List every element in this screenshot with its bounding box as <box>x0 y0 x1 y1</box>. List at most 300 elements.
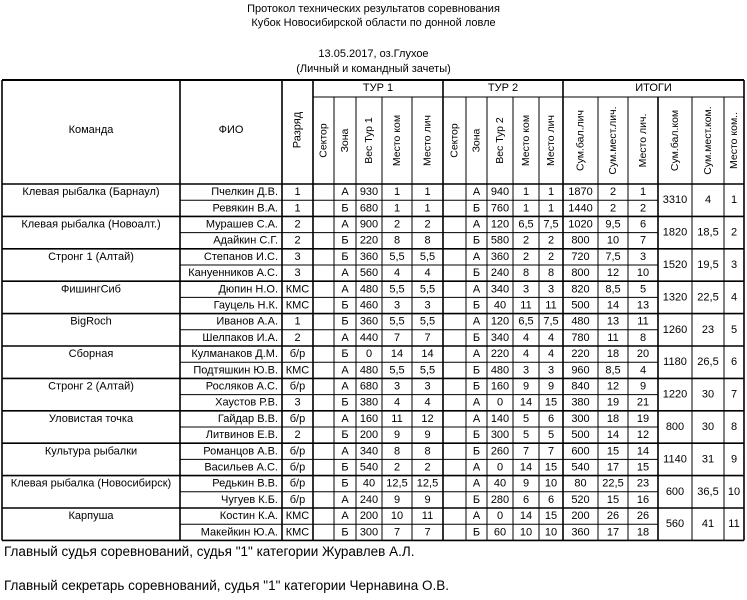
member-sw: 820 <box>571 283 590 296</box>
member-pk2: 1 <box>522 186 530 199</box>
member-pk2: 6,5 <box>518 315 534 328</box>
member-z1: Б <box>341 315 349 328</box>
member-w1: 220 <box>359 234 379 247</box>
member-w2: 260 <box>490 445 510 458</box>
member-z2: А <box>472 412 481 425</box>
team-name: Карпуша <box>68 510 114 523</box>
member-pl2: 10 <box>544 477 558 490</box>
team-sum-weight: 1520 <box>662 259 688 271</box>
member-p: 26 <box>636 510 650 523</box>
member-pl1: 3 <box>424 299 431 312</box>
member-sw: 780 <box>571 331 590 344</box>
member-w2: 40 <box>493 299 507 312</box>
team-place: 1 <box>730 194 738 207</box>
doc-date: 13.05.2017, оз.Глухое <box>318 48 429 60</box>
member-sp: 12 <box>606 267 620 280</box>
member-sw: 500 <box>571 299 590 312</box>
member-name: Костин К.А. <box>219 510 278 523</box>
team-name: Клевая рыбалка (Новосибирск) <box>10 477 172 490</box>
team-name: Сборная <box>68 348 114 361</box>
member-z2: Б <box>472 364 481 377</box>
member-z1: Б <box>341 526 349 539</box>
member-pl1: 12,5 <box>416 477 439 490</box>
member-sw: 220 <box>571 348 590 361</box>
member-rank: КМС <box>285 510 310 523</box>
member-name: Адайкин С.Г. <box>213 234 278 247</box>
member-pk2: 6 <box>522 493 530 506</box>
member-z1: А <box>341 218 349 231</box>
member-w1: 360 <box>359 250 379 263</box>
member-w1: 560 <box>359 267 379 280</box>
doc-subtitle: Кубок Новосибирской области по донной ловле <box>251 17 496 29</box>
member-pk1: 4 <box>393 267 401 280</box>
member-p: 20 <box>636 348 650 361</box>
member-z1: А <box>341 510 349 523</box>
member-w2: 580 <box>490 234 510 247</box>
team-name: Клевая рыбалка (Новоалт.) <box>21 218 161 231</box>
member-pk2: 6,5 <box>518 218 534 231</box>
team-place: 3 <box>730 259 738 271</box>
member-pl1: 2 <box>424 461 431 474</box>
member-z1: А <box>341 331 349 344</box>
member-sp: 2 <box>609 202 617 215</box>
member-sp: 15 <box>606 493 620 506</box>
member-w1: 680 <box>359 380 379 393</box>
member-pk1: 7 <box>393 331 401 344</box>
member-pl1: 2 <box>424 218 431 231</box>
member-z1: А <box>341 364 349 377</box>
member-name: Гауцель Н.К. <box>213 299 278 312</box>
team-sum-place: 18,5 <box>697 226 719 239</box>
member-z1: Б <box>341 234 349 247</box>
member-pk2: 5 <box>522 429 530 442</box>
member-pl2: 7 <box>547 445 555 458</box>
member-w2: 0 <box>496 396 504 409</box>
member-w1: 160 <box>359 412 379 425</box>
chief-secretary-line: Главный секретарь соревнований, судья "1" категории Чернавина О.В. <box>4 578 449 593</box>
member-w1: 0 <box>365 348 373 361</box>
member-z1: А <box>341 412 349 425</box>
member-z1: Б <box>341 299 349 312</box>
member-z2: Б <box>472 299 481 312</box>
member-z2: А <box>472 250 481 263</box>
team-sum-place: 19,5 <box>697 259 719 271</box>
member-pl2: 4 <box>547 331 555 344</box>
team-name: Стронг 2 (Алтай) <box>48 380 134 393</box>
member-pk2: 3 <box>522 364 530 377</box>
member-pk2: 10 <box>519 526 533 539</box>
team-sum-place: 30 <box>701 388 715 401</box>
member-pl1: 8 <box>424 234 431 247</box>
member-rank: 2 <box>294 429 301 442</box>
member-pl1: 7 <box>424 331 431 344</box>
member-w1: 440 <box>359 331 379 344</box>
team-place: 10 <box>727 485 741 498</box>
member-p: 23 <box>636 477 650 490</box>
t2-place-team-header: Место ком <box>520 114 532 167</box>
member-pl1: 9 <box>424 429 431 442</box>
member-z1: Б <box>341 202 349 215</box>
member-w1: 200 <box>359 429 379 442</box>
member-sp: 13 <box>606 315 620 328</box>
member-p: 1 <box>639 186 647 199</box>
member-pk1: 2 <box>393 218 401 231</box>
member-rank: 2 <box>294 331 301 344</box>
member-name: Хаустов Р.В. <box>215 396 278 409</box>
member-w2: 40 <box>493 477 507 490</box>
member-z1: Б <box>341 461 349 474</box>
member-sp: 22,5 <box>602 477 624 490</box>
col-rank-header: Разряд <box>291 111 304 149</box>
member-w1: 360 <box>359 315 379 328</box>
team-sum-weight: 1320 <box>662 291 688 304</box>
member-rank: 2 <box>294 218 301 231</box>
member-pk1: 7 <box>393 526 401 539</box>
member-sp: 18 <box>606 348 620 361</box>
member-name: Васильев А.С. <box>204 461 278 474</box>
member-rank: КМС <box>285 364 310 377</box>
member-w2: 160 <box>490 380 510 393</box>
t2-place-pers-header: Место лич <box>545 115 557 166</box>
team-sum-weight: 1220 <box>662 388 688 401</box>
member-pl2: 5 <box>547 429 555 442</box>
member-sp: 15 <box>606 445 620 458</box>
member-rank: б/р <box>289 348 306 361</box>
member-z2: Б <box>472 445 481 458</box>
member-z2: Б <box>472 234 481 247</box>
member-name: Кулманаков Д.М. <box>191 348 278 361</box>
t1-place-team-header: Место ком <box>391 114 403 167</box>
member-sw: 600 <box>571 445 590 458</box>
pers-place-header: Место лич. <box>637 113 649 168</box>
team-name: Уловистая точка <box>48 412 134 425</box>
member-p: 10 <box>636 267 650 280</box>
member-pk2: 7 <box>522 445 530 458</box>
team-name: Стронг 1 (Алтай) <box>48 250 134 263</box>
member-sw: 720 <box>571 250 590 263</box>
member-sp: 18 <box>606 412 620 425</box>
member-sw: 1020 <box>568 218 593 231</box>
member-z2: Б <box>472 429 481 442</box>
member-pl1: 14 <box>421 348 434 361</box>
member-pk2: 8 <box>522 267 530 280</box>
member-z1: А <box>341 267 349 280</box>
member-sw: 300 <box>571 412 590 425</box>
member-pl1: 1 <box>424 186 431 199</box>
member-p: 12 <box>636 429 650 442</box>
member-sp: 14 <box>606 299 620 312</box>
member-p: 3 <box>639 250 647 263</box>
member-pk1: 5,5 <box>389 283 405 296</box>
member-sp: 14 <box>606 429 620 442</box>
member-rank: 1 <box>294 186 301 199</box>
member-sp: 8,5 <box>605 283 621 296</box>
team-sum-place-header: Сум.мест.ком. <box>702 106 714 175</box>
team-place-header: Место ком.. <box>728 111 740 170</box>
member-p: 16 <box>636 493 650 506</box>
member-rank: 3 <box>294 250 301 263</box>
doc-title: Протокол технических результатов соревнования <box>247 3 500 15</box>
member-w2: 0 <box>496 510 504 523</box>
member-pl2: 8 <box>547 267 555 280</box>
member-pk1: 12,5 <box>386 477 408 490</box>
member-rank: 3 <box>294 267 301 280</box>
member-pl2: 6 <box>547 412 555 425</box>
member-pk1: 3 <box>393 380 401 393</box>
totals-header: ИТОГИ <box>635 82 672 94</box>
member-w2: 220 <box>490 348 510 361</box>
member-pk1: 5,5 <box>389 315 405 328</box>
member-pk2: 11 <box>520 299 532 312</box>
member-z2: А <box>472 315 481 328</box>
member-pk1: 4 <box>393 396 401 409</box>
member-p: 7 <box>639 234 647 247</box>
member-name: Подтяшкин Ю.В. <box>193 364 278 377</box>
member-z2: А <box>472 396 481 409</box>
member-pk1: 9 <box>393 429 401 442</box>
member-pl1: 9 <box>424 493 431 506</box>
member-rank: б/р <box>289 412 306 425</box>
t2-sector-header: Сектор <box>448 123 461 158</box>
member-pk2: 2 <box>522 234 530 247</box>
member-name: Пчелкин Д.В. <box>211 186 278 199</box>
member-pl1: 4 <box>424 267 431 280</box>
t1-sector-header: Сектор <box>317 123 330 158</box>
member-sp: 12 <box>606 380 620 393</box>
member-p: 14 <box>636 445 650 458</box>
member-pk2: 2 <box>522 250 530 263</box>
member-sp: 9,5 <box>605 218 621 231</box>
member-w2: 480 <box>490 364 510 377</box>
member-pl2: 15 <box>544 396 558 409</box>
team-sum-place: 4 <box>704 194 712 207</box>
member-pk1: 8 <box>393 234 401 247</box>
member-p: 8 <box>639 331 647 344</box>
member-p: 21 <box>636 396 650 409</box>
member-name: Дюпин Н.О. <box>218 283 278 296</box>
member-pk2: 9 <box>522 477 530 490</box>
member-pl2: 2 <box>547 234 555 247</box>
member-rank: б/р <box>289 380 306 393</box>
member-pk2: 3 <box>522 283 530 296</box>
member-w1: 480 <box>359 364 379 377</box>
member-pl2: 4 <box>547 348 555 361</box>
member-w2: 280 <box>490 493 510 506</box>
member-z2: А <box>472 186 481 199</box>
member-pl2: 1 <box>547 202 555 215</box>
member-z2: А <box>472 218 481 231</box>
team-sum-weight: 1140 <box>663 453 687 466</box>
member-pk1: 5,5 <box>389 250 405 263</box>
member-w2: 60 <box>493 526 507 539</box>
member-pk1: 1 <box>393 202 401 215</box>
member-sw: 520 <box>571 493 590 506</box>
member-sp: 17 <box>606 526 620 539</box>
member-pl1: 7 <box>424 526 431 539</box>
member-z2: Б <box>472 267 481 280</box>
member-pl2: 11 <box>545 299 557 312</box>
member-rank: 3 <box>294 396 301 409</box>
t2-weight-header: Вес Тур 2 <box>494 117 506 164</box>
member-sw: 380 <box>571 396 590 409</box>
member-z2: А <box>472 510 481 523</box>
member-w2: 340 <box>490 283 510 296</box>
member-pk2: 5 <box>522 412 530 425</box>
sum-weight-header: Сум.бал.лич <box>574 110 587 171</box>
member-rank: 1 <box>294 315 301 328</box>
member-sp: 10 <box>606 234 620 247</box>
member-sp: 2 <box>609 186 617 199</box>
member-pl2: 3 <box>547 283 555 296</box>
member-rank: б/р <box>289 477 306 490</box>
member-sw: 200 <box>571 510 590 523</box>
col-team-header: Команда <box>68 124 114 136</box>
team-sum-place: 31 <box>701 453 715 466</box>
member-pl2: 15 <box>544 510 558 523</box>
member-w2: 340 <box>490 331 510 344</box>
member-sw: 80 <box>574 477 587 490</box>
member-pk1: 5,5 <box>389 364 405 377</box>
member-sw: 840 <box>571 380 590 393</box>
member-name: Макейкин Ю.А. <box>200 526 278 539</box>
member-pl1: 3 <box>424 380 431 393</box>
member-z2: Б <box>472 202 481 215</box>
member-sp: 17 <box>606 461 620 474</box>
member-sp: 26 <box>606 510 620 523</box>
member-w1: 240 <box>359 493 379 506</box>
member-name: Редькин В.В. <box>212 477 278 490</box>
member-pl2: 7,5 <box>543 315 559 328</box>
t1-place-pers-header: Место лич <box>421 115 434 166</box>
sum-pers-place-header: Сум.мест.лич. <box>607 106 619 175</box>
tour1-header: ТУР 1 <box>362 82 394 94</box>
member-w2: 0 <box>496 461 504 474</box>
member-w1: 480 <box>359 283 379 296</box>
team-sum-weight: 1260 <box>662 323 688 336</box>
member-p: 15 <box>636 461 650 474</box>
member-sp: 19 <box>606 396 620 409</box>
team-sum-place: 23 <box>701 323 715 336</box>
member-pk1: 1 <box>393 186 401 199</box>
chief-judge-line: Главный судья соревнований, судья "1" категории Журавлев А.Л. <box>4 544 415 559</box>
member-p: 5 <box>639 283 647 296</box>
member-sw: 480 <box>571 315 590 328</box>
member-pk1: 14 <box>390 348 404 361</box>
member-z1: А <box>341 445 349 458</box>
member-z2: Б <box>472 380 481 393</box>
member-z2: Б <box>472 331 481 344</box>
member-name: Ревякин В.А. <box>212 202 278 215</box>
member-z1: Б <box>341 396 349 409</box>
member-w1: 200 <box>359 510 379 523</box>
member-z2: А <box>472 461 481 474</box>
team-sum-weight: 600 <box>665 485 685 498</box>
team-sum-weight: 1180 <box>663 356 687 369</box>
member-pl2: 9 <box>547 380 555 393</box>
member-pk1: 3 <box>393 299 401 312</box>
member-w2: 300 <box>490 429 510 442</box>
t2-zone-header: Зона <box>470 128 483 153</box>
team-sum-place: 30 <box>701 421 715 433</box>
member-p: 13 <box>636 299 650 312</box>
member-p: 19 <box>636 412 650 425</box>
team-place: 2 <box>730 226 738 239</box>
member-w1: 340 <box>359 445 379 458</box>
team-sum-place: 22,5 <box>697 291 719 304</box>
member-name: Чугуев К.Б. <box>221 493 278 506</box>
member-pk2: 9 <box>522 380 530 393</box>
team-name: Культура рыбалки <box>44 445 138 458</box>
member-sw: 800 <box>571 234 590 247</box>
member-pl1: 5,5 <box>419 315 436 328</box>
member-w1: 300 <box>359 526 379 539</box>
member-sw: 540 <box>571 461 590 474</box>
member-pl2: 7,5 <box>543 218 559 231</box>
team-place: 5 <box>730 323 738 336</box>
team-sum-place: 26,5 <box>697 356 719 369</box>
team-sum-weight: 560 <box>665 518 685 531</box>
member-w2: 360 <box>490 250 510 263</box>
t1-zone-header: Зона <box>339 128 351 153</box>
team-sum-weight-header: Сум.бал.ком <box>669 109 681 172</box>
team-sum-place: 41 <box>701 518 715 531</box>
member-pk1: 10 <box>390 510 404 523</box>
member-name: Росляков А.С. <box>205 380 278 393</box>
member-z2: А <box>472 283 481 296</box>
member-pl1: 4 <box>424 396 431 409</box>
member-pl1: 1 <box>424 202 431 215</box>
member-p: 18 <box>636 526 650 539</box>
col-fio-header: ФИО <box>218 124 244 136</box>
member-pl2: 3 <box>547 364 555 377</box>
doc-scope: (Личный и командный зачеты) <box>296 63 451 75</box>
member-pl2: 15 <box>544 461 558 474</box>
member-w1: 460 <box>359 299 379 312</box>
team-name: ФишингСиб <box>61 283 121 296</box>
member-pl1: 5,5 <box>419 283 436 296</box>
team-place: 8 <box>730 421 738 433</box>
member-sp: 7,5 <box>605 250 621 263</box>
team-place: 4 <box>730 291 738 304</box>
member-w1: 680 <box>359 202 379 215</box>
member-z1: А <box>341 493 349 506</box>
member-name: Романцов А.В. <box>203 445 278 458</box>
member-pl1: 5,5 <box>419 364 436 377</box>
team-place: 11 <box>728 518 740 531</box>
member-pk2: 14 <box>519 461 533 474</box>
member-sw: 1440 <box>568 202 593 215</box>
member-z1: А <box>341 380 349 393</box>
member-w2: 940 <box>490 186 510 199</box>
member-p: 4 <box>639 364 647 377</box>
member-pk2: 14 <box>519 510 533 523</box>
member-rank: б/р <box>289 445 306 458</box>
member-sp: 8,5 <box>605 364 621 377</box>
member-p: 11 <box>637 315 649 328</box>
member-name: Иванов А.А. <box>216 315 278 328</box>
t1-weight-header: Вес Тур 1 <box>363 117 375 164</box>
member-sw: 800 <box>571 267 590 280</box>
member-z1: Б <box>341 477 349 490</box>
member-w1: 380 <box>359 396 379 409</box>
member-rank: 2 <box>294 234 301 247</box>
member-z1: Б <box>341 348 349 361</box>
member-w1: 930 <box>359 186 379 199</box>
tour2-header: ТУР 2 <box>487 82 519 94</box>
member-pk2: 4 <box>522 331 530 344</box>
member-name: Степанов И.С. <box>203 250 278 263</box>
member-w2: 760 <box>490 202 510 215</box>
